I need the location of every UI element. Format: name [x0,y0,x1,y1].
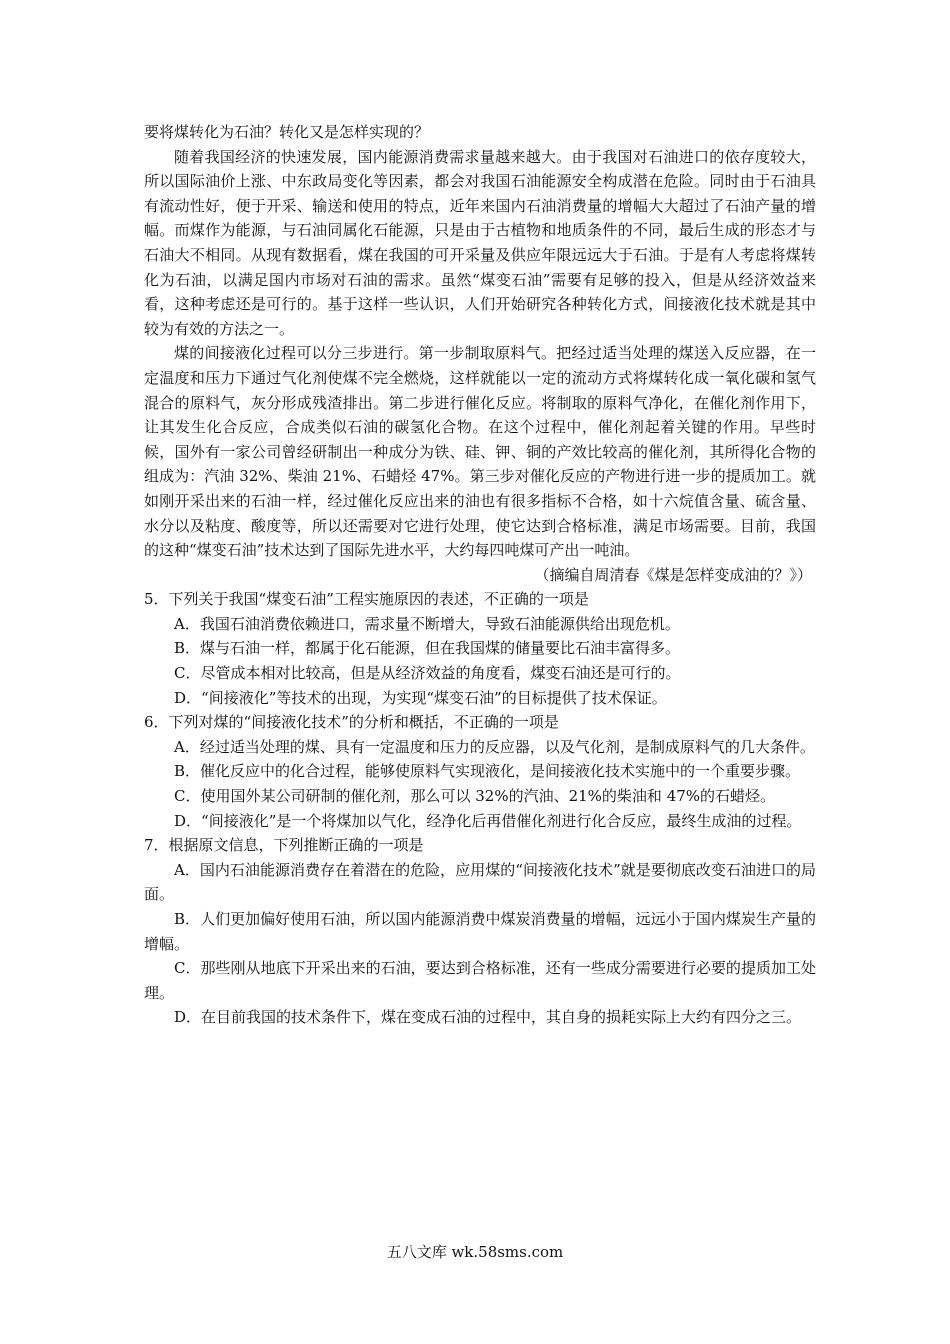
question-option: A．我国石油消费依赖进口，需求量不断增大，导致石油能源供给出现危机。 [174,614,680,633]
document-page [144,120,816,1030]
article-paragraph-2: 煤的间接液化过程可以分三步进行。第一步制取原料气。把经过适当处理的煤送入反应器，在一定温度和压力下通过气化剂使煤不完全燃烧，这样就能以一定的流动方式将煤转化成一氧化碳和氢气混合的原料气，灰分形成残渣排出。第二步进行催化反应。将制取的原料气净化，在催化剂作用下，让其发生化合反应，合成类似石油的碳氢化合物。在这个过程中，催化剂起着关键的作用。早些时候，国外有一家公司曾经研制出一种成分为铁、硅、钾、铜的产效比较高的催化剂，其所得化合物的组成为：汽油 32%、柴油 21%、石蜡烃 47%。第三步对催化反应的产物进行进一步的提质加工。就如刚开采出来的石油一样，经过催化反应出来的油也有很多指标不合格，如十六烷值含量、硫含量、水分以及粘度、酸度等，所以还需要对它进行处理，使它达到合格标准，满足市场需要。目前，我国的这种“煤变石油”技术达到了国际先进水平，大约每四吨煤可产出一吨油。 [144,344,816,560]
question-stem: 5．下列关于我国“煤变石油”工程实施原因的表述，不正确的一项是 [144,590,589,609]
question-option: D．“间接液化”等技术的出现，为实现“煤变石油”的目标提供了技术保证。 [174,688,667,707]
question-option: C．那些刚从地底下开采出来的石油，要达到合格标准，还有一些成分需要进行必要的提质加工处理。 [144,959,816,1002]
question-option: D．“间接液化”是一个将煤加以气化，经净化后再借催化剂进行化合反应，最终生成油的过程。 [174,811,802,830]
question-6 [144,710,816,833]
question-option: A．国内石油能源消费存在着潜在的危险，应用煤的“间接液化技术”就是要彻底改变石油进口的局面。 [144,860,816,904]
question-stem: 7．根据原文信息，下列推断正确的一项是 [144,836,424,855]
question-option: C．尽管成本相对比较高，但是从经济效益的角度看，煤变石油还是可行的。 [174,664,681,683]
article-paragraph-1: 随着我国经济的快速发展，国内能源消费需求量越来越大。由于我国对石油进口的依存度较大，所以国际油价上涨、中东政局变化等因素，都会对我国石油能源安全构成潜在危险。同时由于石油具有流动性好，便于开采、输送和使用的特点，近年来国内石油消费量的增幅大大超过了石油产量的增幅。而煤作为能源，与石油同属化石能源，只是由于古植物和地质条件的不同，最后生成的形态才与石油大不相同。从现有数据看，煤在我国的可开采量及供应年限远远大于石油。于是有人考虑将煤转化为石油，以满足国内市场对石油的需求。虽然“煤变石油”需要有足够的投入，但是从经济效益来看，这种考虑还是可行的。基于这样一些认识，人们开始研究各种转化方式，间接液化技术就是其中较为有效的方法之一。 [144,147,816,338]
question-option: B．催化反应中的化合过程，能够使原料气实现液化，是间接液化技术实施中的一个重要步骤。 [174,762,801,781]
footer-watermark: 五八文库 wk.58sms.com [386,1243,564,1261]
question-7 [144,833,816,1030]
article-source: （摘编自周清春《煤是怎样变成油的？》） [534,565,812,584]
question-5 [144,587,816,710]
question-option: B．人们更加偏好使用石油，所以国内能源消费中煤炭消费量的增幅，远远小于国内煤炭生产量的增幅。 [144,910,816,953]
question-option: D．在目前我国的技术条件下，煤在变成石油的过程中，其自身的损耗实际上大约有四分之三。 [174,1008,802,1027]
question-stem: 6．下列对煤的“间接液化技术”的分析和概括，不正确的一项是 [144,713,559,732]
intro-line: 要将煤转化为石油？转化又是怎样实现的？ [144,123,430,141]
question-option: B．煤与石油一样，都属于化石能源，但在我国煤的储量要比石油丰富得多。 [174,639,681,658]
question-option: C．使用国外某公司研制的催化剂，那么可以 32%的汽油、21%的柴油和 47%的石蜡烃。 [174,787,776,806]
question-option: A．经过适当处理的煤、具有一定温度和压力的反应器，以及气化剂，是制成原料气的几大条件。 [174,737,815,756]
